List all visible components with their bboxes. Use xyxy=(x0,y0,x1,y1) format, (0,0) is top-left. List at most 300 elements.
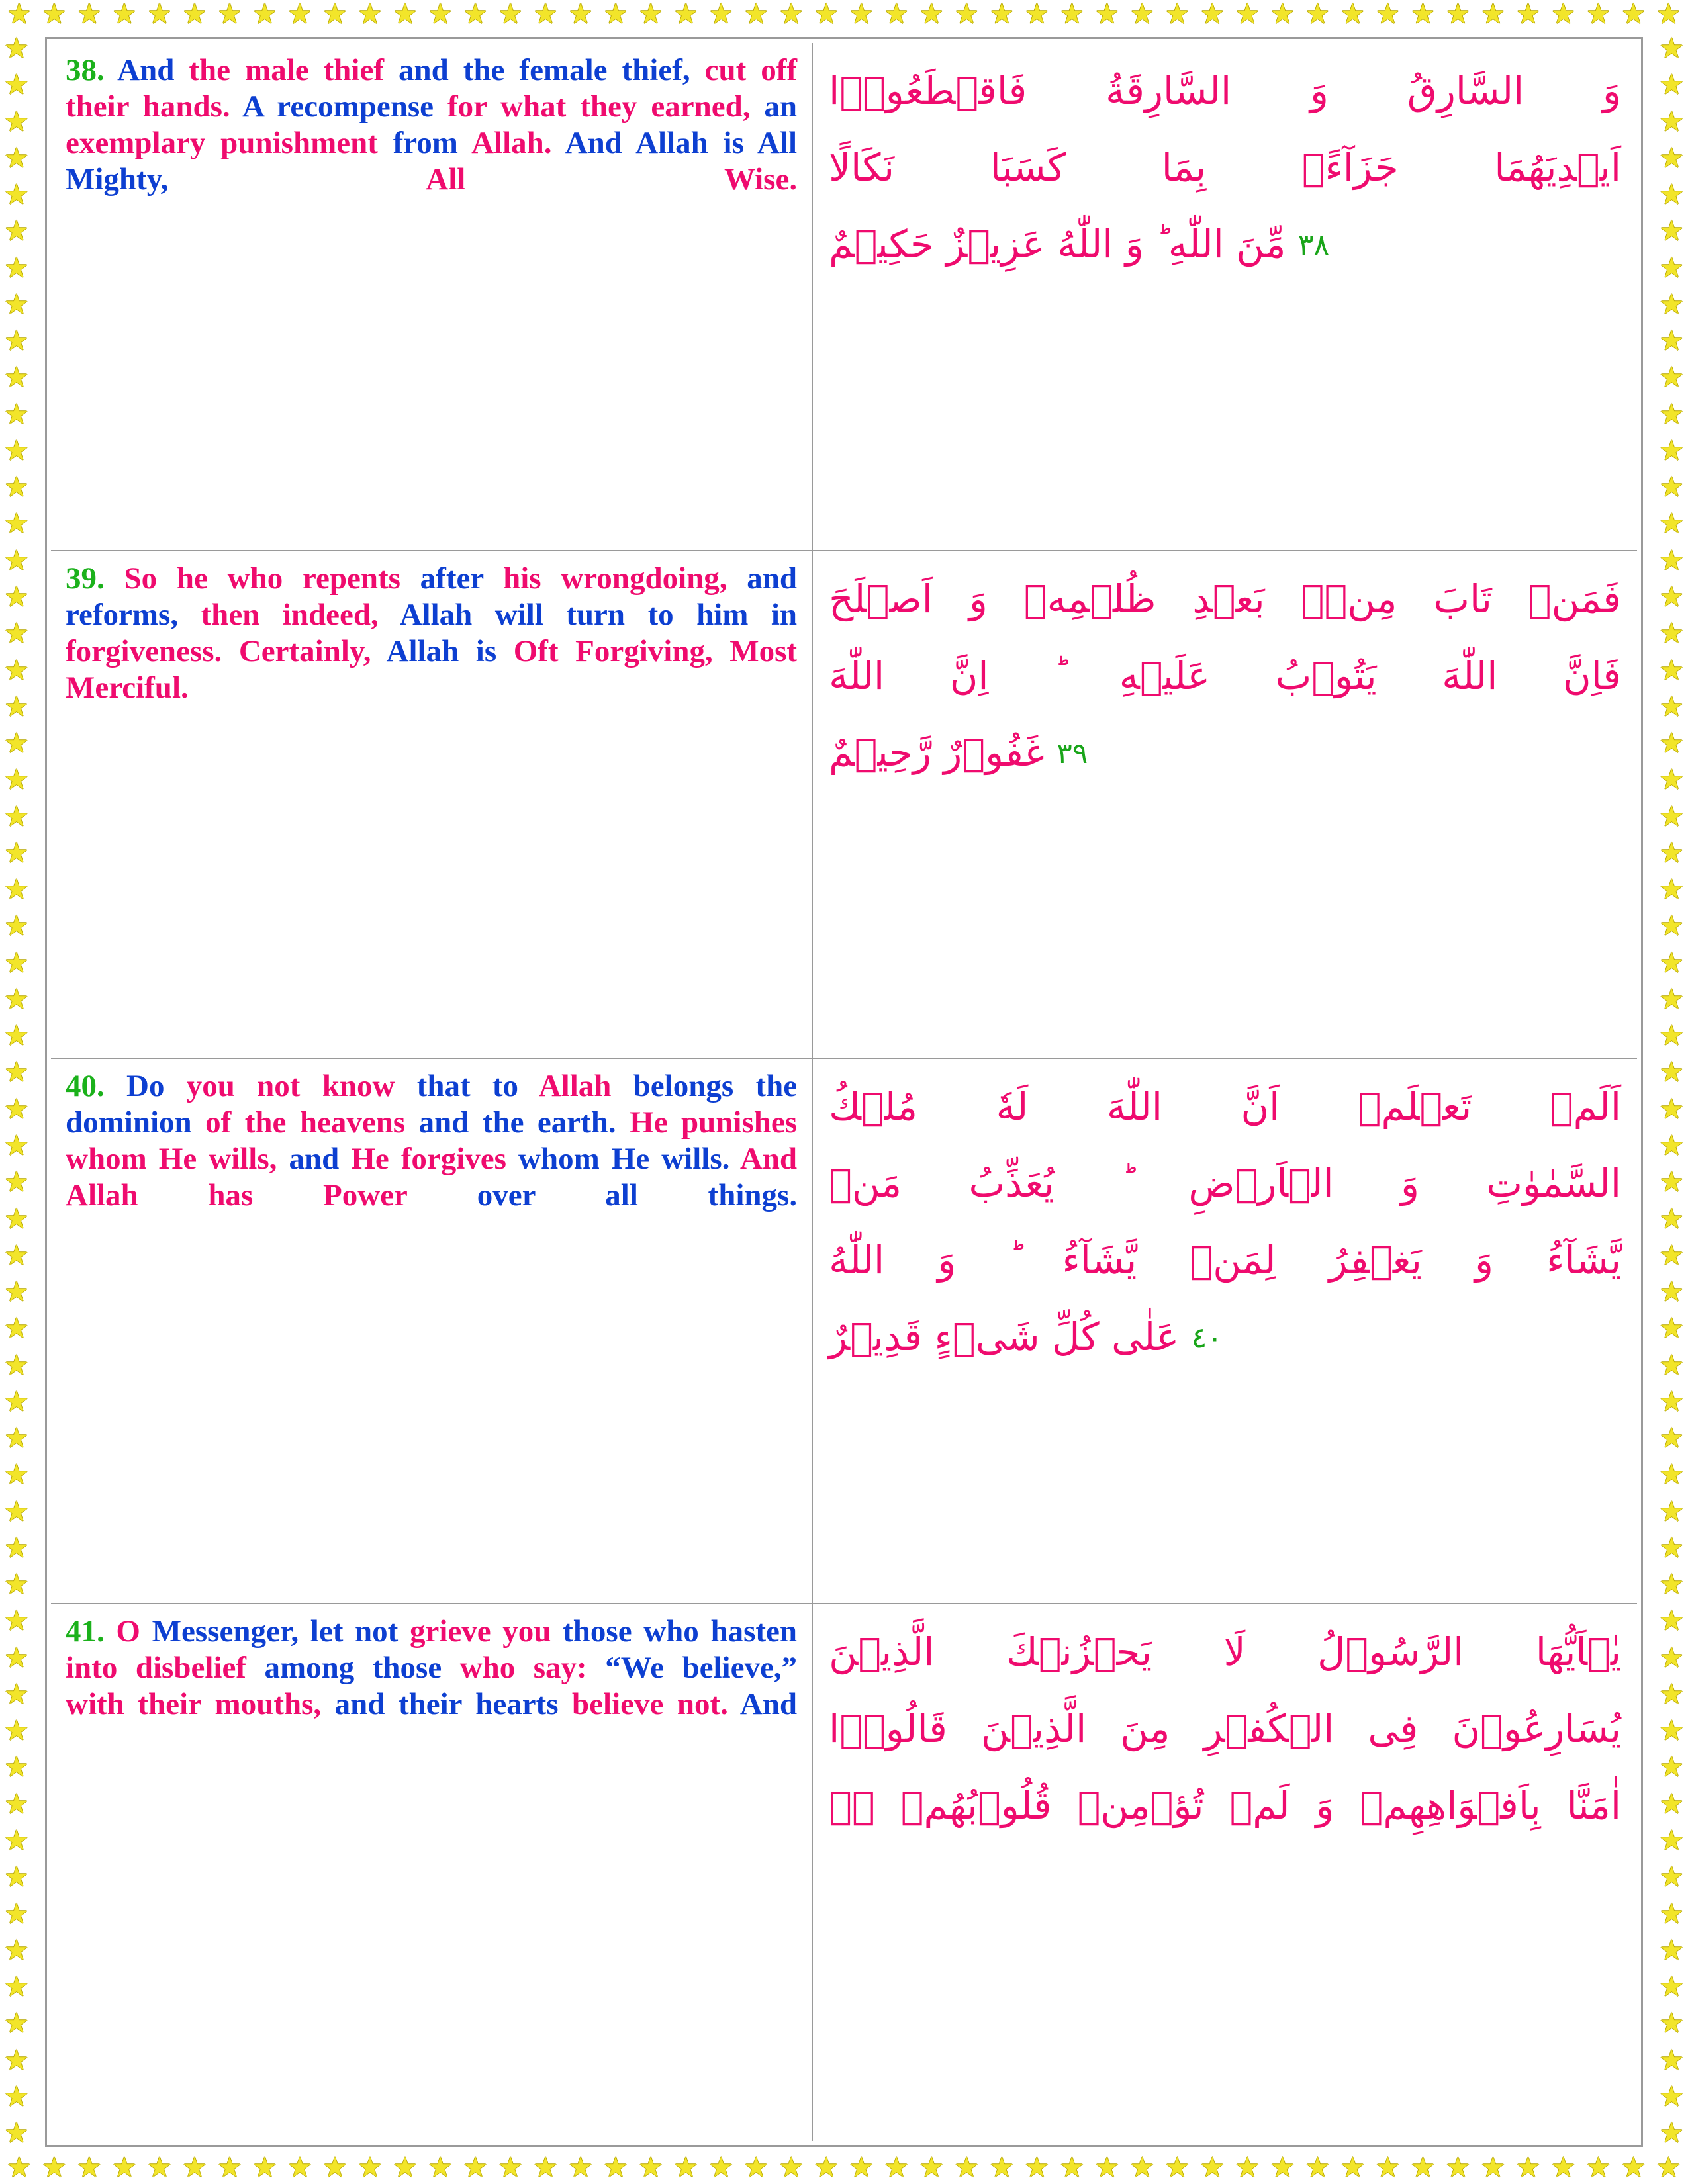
star-icon: ★ xyxy=(4,1240,29,1271)
star-icon: ★ xyxy=(1659,801,1684,833)
star-icon: ★ xyxy=(217,0,242,30)
verse-41-arabic-cell xyxy=(812,1604,1637,2141)
star-icon: ★ xyxy=(1024,0,1050,30)
star-icon: ★ xyxy=(884,0,910,30)
star-icon: ★ xyxy=(4,143,29,174)
star-icon: ★ xyxy=(4,1716,29,1747)
star-icon: ★ xyxy=(42,2153,67,2184)
star-icon: ★ xyxy=(603,2153,628,2184)
star-icon: ★ xyxy=(4,2045,29,2076)
star-icon: ★ xyxy=(743,2153,769,2184)
english-segment: He forgives xyxy=(351,1142,518,1177)
star-icon: ★ xyxy=(1375,2153,1401,2184)
star-icon: ★ xyxy=(919,0,945,30)
star-icon: ★ xyxy=(1659,984,1684,1015)
star-icon: ★ xyxy=(1659,2009,1684,2040)
star-icon: ★ xyxy=(1515,2153,1541,2184)
star-icon: ★ xyxy=(568,2153,593,2184)
star-icon: ★ xyxy=(1659,1167,1684,1199)
star-icon: ★ xyxy=(1094,0,1120,30)
star-icon: ★ xyxy=(1659,34,1684,64)
star-icon: ★ xyxy=(4,1021,29,1052)
star-icon: ★ xyxy=(743,0,769,30)
star-icon: ★ xyxy=(4,729,29,760)
english-segment: And xyxy=(739,1687,798,1722)
english-segment: And Allah has Power xyxy=(66,1142,798,1213)
star-icon: ★ xyxy=(4,1533,29,1564)
star-icon: ★ xyxy=(4,509,29,540)
star-icon: ★ xyxy=(989,0,1015,30)
star-icon: ★ xyxy=(252,0,277,30)
star-icon: ★ xyxy=(1659,1899,1684,1930)
star-icon: ★ xyxy=(1024,2153,1050,2184)
star-icon: ★ xyxy=(4,1643,29,1674)
star-icon: ★ xyxy=(4,1058,29,1089)
verse-39-arabic-cell xyxy=(812,551,1637,1058)
star-icon: ★ xyxy=(4,1935,29,1966)
arabic-line-text: غَفُوۡرٌ رَّحِیۡمٌ xyxy=(829,730,1045,776)
star-icon: ★ xyxy=(4,435,29,467)
star-icon: ★ xyxy=(4,911,29,942)
star-icon: ★ xyxy=(778,2153,804,2184)
arabic-line-text: عَلٰی كُلِّ شَیۡءٍ قَدِیۡرٌ xyxy=(829,1314,1180,1360)
star-icon: ★ xyxy=(463,2153,488,2184)
star-icon: ★ xyxy=(4,765,29,796)
star-icon: ★ xyxy=(4,2118,29,2150)
star-icon: ★ xyxy=(1550,0,1576,30)
star-icon: ★ xyxy=(4,801,29,833)
star-icon: ★ xyxy=(4,1679,29,1710)
star-icon: ★ xyxy=(4,1204,29,1235)
star-icon: ★ xyxy=(814,0,839,30)
star-icon: ★ xyxy=(1340,2153,1366,2184)
star-icon: ★ xyxy=(4,1277,29,1308)
star-icon: ★ xyxy=(533,2153,558,2184)
star-icon: ★ xyxy=(4,1826,29,1857)
star-icon: ★ xyxy=(1659,619,1684,650)
star-icon: ★ xyxy=(1659,1240,1684,1271)
verse-40-english-text xyxy=(66,1068,797,1214)
arabic-line: فَمَنۡ تَابَ مِنۡۢ بَعۡدِ ظُلۡمِهٖ وَ اَصۡلَحَ xyxy=(829,576,1621,622)
star-icon: ★ xyxy=(1659,216,1684,248)
verse-41-english-body xyxy=(66,1614,797,1721)
star-icon: ★ xyxy=(4,1862,29,1893)
star-icon: ★ xyxy=(1659,1679,1684,1710)
verse-38-number: 38. xyxy=(66,53,105,87)
english-segment: “We believe,” xyxy=(605,1651,798,1686)
verse-41-english-cell xyxy=(51,1604,812,2141)
star-icon: ★ xyxy=(1659,435,1684,467)
english-segment: and the earth. xyxy=(418,1105,630,1140)
star-icon: ★ xyxy=(1550,2153,1576,2184)
star-icon: ★ xyxy=(1094,2153,1120,2184)
star-icon: ★ xyxy=(112,0,137,30)
star-icon: ★ xyxy=(1659,1130,1684,1161)
star-icon: ★ xyxy=(393,0,418,30)
star-icon: ★ xyxy=(1659,1058,1684,1089)
star-icon: ★ xyxy=(849,0,874,30)
star-column-left xyxy=(4,34,29,2150)
star-column-right xyxy=(1659,34,1684,2150)
english-segment: And xyxy=(117,53,189,87)
content-frame xyxy=(45,37,1643,2147)
star-icon: ★ xyxy=(1410,0,1436,30)
star-icon: ★ xyxy=(1129,0,1155,30)
verse-40-english-cell xyxy=(51,1058,812,1604)
star-icon: ★ xyxy=(1199,0,1225,30)
star-icon: ★ xyxy=(1659,1021,1684,1052)
star-icon: ★ xyxy=(4,1314,29,1345)
star-icon: ★ xyxy=(1659,1424,1684,1455)
english-segment: among those xyxy=(264,1651,460,1686)
star-icon: ★ xyxy=(1656,2153,1681,2184)
star-icon: ★ xyxy=(1659,729,1684,760)
star-icon: ★ xyxy=(4,655,29,686)
star-icon: ★ xyxy=(1620,0,1646,30)
verse-40-arabic-text xyxy=(829,1068,1621,1375)
star-icon: ★ xyxy=(1659,1643,1684,1674)
arabic-line: یٰۤاَیُّهَا الرَّسُوۡلُ لَا یَحۡزُنۡكَ الَّذِیۡنَ xyxy=(829,1629,1621,1675)
star-icon: ★ xyxy=(1445,0,1471,30)
star-icon: ★ xyxy=(4,875,29,906)
english-segment: that to xyxy=(416,1069,539,1104)
star-icon: ★ xyxy=(1659,289,1684,320)
star-icon: ★ xyxy=(4,1130,29,1161)
star-icon: ★ xyxy=(112,2153,137,2184)
star-icon: ★ xyxy=(1659,1862,1684,1893)
english-segment: O xyxy=(116,1614,152,1649)
english-segment: from xyxy=(393,125,472,160)
verse-39-number: 39. xyxy=(66,561,105,596)
english-segment: for what they earned, xyxy=(447,89,765,124)
star-icon: ★ xyxy=(1659,509,1684,540)
english-segment: who say: xyxy=(459,1651,606,1686)
star-icon: ★ xyxy=(498,2153,523,2184)
verse-38-arabic-cell xyxy=(812,43,1637,551)
star-icon: ★ xyxy=(1659,1533,1684,1564)
star-icon: ★ xyxy=(393,2153,418,2184)
english-segment: after xyxy=(420,561,504,596)
star-icon: ★ xyxy=(77,0,102,30)
star-icon: ★ xyxy=(673,0,698,30)
star-icon: ★ xyxy=(1270,0,1295,30)
english-segment: the male thief xyxy=(189,53,399,87)
star-icon: ★ xyxy=(1659,1752,1684,1784)
star-icon: ★ xyxy=(1659,582,1684,613)
star-icon: ★ xyxy=(1659,180,1684,211)
star-icon: ★ xyxy=(322,0,348,30)
star-icon: ★ xyxy=(1659,1387,1684,1418)
star-icon: ★ xyxy=(1659,1277,1684,1308)
arabic-line xyxy=(829,714,1621,791)
star-icon: ★ xyxy=(1659,253,1684,284)
english-segment: Allah xyxy=(538,1069,633,1104)
star-icon: ★ xyxy=(4,2009,29,2040)
star-icon: ★ xyxy=(1659,1496,1684,1527)
verse-41-english-text xyxy=(66,1614,797,1723)
arabic-line: یَّشَآءُ وَ یَغۡفِرُ لِمَنۡ یَّشَآءُ ؕ وَ اللّٰهُ xyxy=(829,1238,1621,1283)
star-icon: ★ xyxy=(4,1496,29,1527)
english-segment: you not know xyxy=(186,1069,417,1104)
star-icon: ★ xyxy=(77,2153,102,2184)
english-segment: grieve you xyxy=(409,1614,563,1649)
star-icon: ★ xyxy=(1659,473,1684,504)
star-icon: ★ xyxy=(4,473,29,504)
star-icon: ★ xyxy=(1659,545,1684,576)
arabic-line xyxy=(829,1298,1621,1375)
english-segment: He punishes whom He wills, xyxy=(66,1105,798,1177)
star-icon: ★ xyxy=(1659,1350,1684,1381)
star-icon: ★ xyxy=(1410,2153,1436,2184)
star-icon: ★ xyxy=(4,399,29,430)
english-segment: Oft Forgiving, Most Merciful. xyxy=(66,634,798,705)
english-segment: with their mouths, xyxy=(66,1687,335,1722)
star-icon: ★ xyxy=(4,289,29,320)
star-icon: ★ xyxy=(1659,143,1684,174)
arabic-line: اَلَمۡ تَعۡلَمۡ اَنَّ اللّٰهَ لَهٗ مُلۡكُ xyxy=(829,1084,1621,1130)
star-icon: ★ xyxy=(7,2153,32,2184)
star-icon: ★ xyxy=(884,2153,910,2184)
star-icon: ★ xyxy=(1659,1826,1684,1857)
star-icon: ★ xyxy=(603,0,628,30)
star-icon: ★ xyxy=(4,545,29,576)
english-segment: And Allah is All Mighty, xyxy=(66,125,798,197)
star-icon: ★ xyxy=(4,1387,29,1418)
english-segment: those who hasten xyxy=(563,1614,798,1649)
star-icon: ★ xyxy=(287,0,312,30)
star-icon: ★ xyxy=(1375,0,1401,30)
star-icon: ★ xyxy=(4,253,29,284)
verse-39-english-cell xyxy=(51,551,812,1058)
star-icon: ★ xyxy=(1659,1789,1684,1820)
star-icon: ★ xyxy=(428,2153,453,2184)
star-icon: ★ xyxy=(1164,2153,1190,2184)
star-icon: ★ xyxy=(1659,1314,1684,1345)
star-icon: ★ xyxy=(147,0,172,30)
english-segment: his wrongdoing, xyxy=(503,561,747,596)
star-icon: ★ xyxy=(4,34,29,64)
star-icon: ★ xyxy=(4,70,29,101)
english-segment: All Wise. xyxy=(426,161,798,197)
star-icon: ★ xyxy=(322,2153,348,2184)
english-segment: cut off their hands. xyxy=(66,53,798,124)
star-icon: ★ xyxy=(1659,1094,1684,1125)
star-icon: ★ xyxy=(1585,2153,1611,2184)
english-segment: A recompense xyxy=(242,89,447,124)
star-icon: ★ xyxy=(1164,0,1190,30)
star-icon: ★ xyxy=(182,2153,207,2184)
star-icon: ★ xyxy=(638,0,663,30)
verse-38-arabic-text xyxy=(829,52,1621,283)
star-row-bottom xyxy=(7,2153,1681,2184)
star-icon: ★ xyxy=(4,1094,29,1125)
star-icon: ★ xyxy=(147,2153,172,2184)
english-segment: So he who repents xyxy=(124,561,420,596)
english-segment: forgiveness. Certainly, xyxy=(66,634,387,669)
star-icon: ★ xyxy=(4,1606,29,1637)
star-icon: ★ xyxy=(1659,2045,1684,2076)
verse-38-english-body xyxy=(66,53,797,197)
verse-41-arabic-text xyxy=(829,1614,1621,1844)
star-icon: ★ xyxy=(1659,655,1684,686)
verse-40-arabic-cell xyxy=(812,1058,1637,1604)
star-icon: ★ xyxy=(4,1570,29,1601)
verse-end-marker: ٣٩ xyxy=(1056,737,1088,771)
star-icon: ★ xyxy=(1659,1972,1684,2003)
english-segment: Messenger, let not xyxy=(152,1614,410,1649)
english-segment: and reforms, xyxy=(66,561,798,633)
english-segment: over all things. xyxy=(477,1178,798,1213)
star-icon: ★ xyxy=(4,1350,29,1381)
star-icon: ★ xyxy=(287,2153,312,2184)
star-icon: ★ xyxy=(1059,2153,1085,2184)
star-icon: ★ xyxy=(428,0,453,30)
english-segment: Allah is xyxy=(386,634,514,669)
star-icon: ★ xyxy=(4,838,29,869)
star-icon: ★ xyxy=(919,2153,945,2184)
star-icon: ★ xyxy=(4,2081,29,2113)
table-row xyxy=(51,1058,1637,1604)
arabic-line: یُسَارِعُوۡنَ فِی الۡكُفۡرِ مِنَ الَّذِیۡنَ قَالُوۡۤا xyxy=(829,1706,1621,1752)
table-row xyxy=(51,43,1637,551)
english-segment: then indeed, xyxy=(201,598,400,633)
star-icon: ★ xyxy=(1659,1935,1684,1966)
english-segment: and the female thief, xyxy=(398,53,705,87)
star-icon: ★ xyxy=(1659,948,1684,979)
star-icon: ★ xyxy=(7,0,32,30)
star-icon: ★ xyxy=(4,1424,29,1455)
star-icon: ★ xyxy=(4,984,29,1015)
star-icon: ★ xyxy=(1199,2153,1225,2184)
verse-39-english-text xyxy=(66,561,797,706)
star-icon: ★ xyxy=(814,2153,839,2184)
table-row xyxy=(51,551,1637,1058)
star-icon: ★ xyxy=(4,326,29,357)
verse-end-marker: ٣٨ xyxy=(1297,228,1330,262)
star-icon: ★ xyxy=(778,0,804,30)
english-segment: whom He wills. xyxy=(518,1142,740,1177)
star-icon: ★ xyxy=(1270,2153,1295,2184)
star-icon: ★ xyxy=(708,0,733,30)
star-icon: ★ xyxy=(1659,70,1684,101)
verse-39-arabic-text xyxy=(829,561,1621,791)
star-icon: ★ xyxy=(1129,2153,1155,2184)
star-icon: ★ xyxy=(1515,0,1541,30)
star-icon: ★ xyxy=(1620,2153,1646,2184)
star-icon: ★ xyxy=(4,1752,29,1784)
table-row xyxy=(51,1604,1637,2141)
star-icon: ★ xyxy=(1659,692,1684,723)
english-segment: of the heavens xyxy=(205,1105,419,1140)
star-icon: ★ xyxy=(1235,2153,1260,2184)
star-icon: ★ xyxy=(1659,838,1684,869)
arabic-line: اَیۡدِیَهُمَا جَزَآءًۢ بِمَا كَسَبَا نَكَالًا xyxy=(829,145,1621,190)
verse-41-number: 41. xyxy=(66,1614,105,1649)
star-icon: ★ xyxy=(1659,1716,1684,1747)
star-icon: ★ xyxy=(849,2153,874,2184)
star-icon: ★ xyxy=(4,582,29,613)
star-icon: ★ xyxy=(4,363,29,394)
star-icon: ★ xyxy=(1659,107,1684,138)
star-icon: ★ xyxy=(954,0,980,30)
star-row-top xyxy=(7,0,1681,30)
star-icon: ★ xyxy=(4,180,29,211)
star-icon: ★ xyxy=(4,107,29,138)
star-icon: ★ xyxy=(1659,2118,1684,2150)
star-icon: ★ xyxy=(1480,2153,1506,2184)
arabic-line: وَ السَّارِقُ وَ السَّارِقَةُ فَاقۡطَعُوۡۤا xyxy=(829,68,1621,113)
english-segment: into disbelief xyxy=(66,1651,265,1686)
star-icon: ★ xyxy=(4,1789,29,1820)
star-icon: ★ xyxy=(1659,399,1684,430)
star-icon: ★ xyxy=(1059,0,1085,30)
english-segment: an xyxy=(764,89,798,124)
star-icon: ★ xyxy=(1659,1606,1684,1637)
verse-40-english-body xyxy=(66,1069,797,1212)
english-segment: Do xyxy=(126,1069,187,1104)
verse-table xyxy=(51,43,1637,2141)
star-icon: ★ xyxy=(1659,911,1684,942)
star-icon: ★ xyxy=(1235,0,1260,30)
arabic-line: اٰمَنَّا بِاَفۡوَاهِهِمۡ وَ لَمۡ تُؤۡمِنۡ قُلُوۡبُهُمۡ ۛۚ xyxy=(829,1783,1621,1829)
star-icon: ★ xyxy=(1659,765,1684,796)
arabic-line: فَاِنَّ اللّٰهَ یَتُوۡبُ عَلَیۡهِ ؕ اِنَّ اللّٰهَ xyxy=(829,653,1621,699)
english-segment: and their hearts xyxy=(334,1687,573,1722)
star-icon: ★ xyxy=(638,2153,663,2184)
arabic-line: السَّمٰوٰتِ وَ الۡاَرۡضِ ؕ یُعَذِّبُ مَنۡ xyxy=(829,1161,1621,1206)
star-icon: ★ xyxy=(182,0,207,30)
verse-38-english-text xyxy=(66,52,797,198)
english-segment: belongs the dominion xyxy=(66,1069,798,1140)
star-icon: ★ xyxy=(1659,326,1684,357)
star-icon: ★ xyxy=(1445,2153,1471,2184)
english-segment: exemplary punishment xyxy=(66,125,393,160)
star-icon: ★ xyxy=(1659,2081,1684,2113)
star-icon: ★ xyxy=(1656,0,1681,30)
star-icon: ★ xyxy=(1480,0,1506,30)
english-segment: Allah will turn to him in xyxy=(399,598,798,633)
star-icon: ★ xyxy=(673,2153,698,2184)
star-icon: ★ xyxy=(1659,1460,1684,1491)
star-icon: ★ xyxy=(498,0,523,30)
star-icon: ★ xyxy=(4,619,29,650)
star-icon: ★ xyxy=(1585,0,1611,30)
star-icon: ★ xyxy=(1659,1570,1684,1601)
star-icon: ★ xyxy=(1659,363,1684,394)
english-segment: believe not. xyxy=(572,1687,740,1722)
verse-40-number: 40. xyxy=(66,1069,105,1104)
star-icon: ★ xyxy=(1305,2153,1331,2184)
star-icon: ★ xyxy=(42,0,67,30)
verse-end-marker: ٤٠ xyxy=(1191,1321,1223,1355)
star-icon: ★ xyxy=(4,1972,29,2003)
star-icon: ★ xyxy=(1340,0,1366,30)
star-icon: ★ xyxy=(357,0,383,30)
star-icon: ★ xyxy=(4,692,29,723)
star-icon: ★ xyxy=(463,0,488,30)
english-segment: and xyxy=(289,1142,352,1177)
star-icon: ★ xyxy=(4,1899,29,1930)
star-icon: ★ xyxy=(4,948,29,979)
star-icon: ★ xyxy=(954,2153,980,2184)
star-icon: ★ xyxy=(252,2153,277,2184)
star-icon: ★ xyxy=(1659,875,1684,906)
star-icon: ★ xyxy=(708,2153,733,2184)
star-icon: ★ xyxy=(217,2153,242,2184)
english-segment: Allah. xyxy=(471,125,565,160)
star-icon: ★ xyxy=(1659,1204,1684,1235)
star-icon: ★ xyxy=(4,216,29,248)
